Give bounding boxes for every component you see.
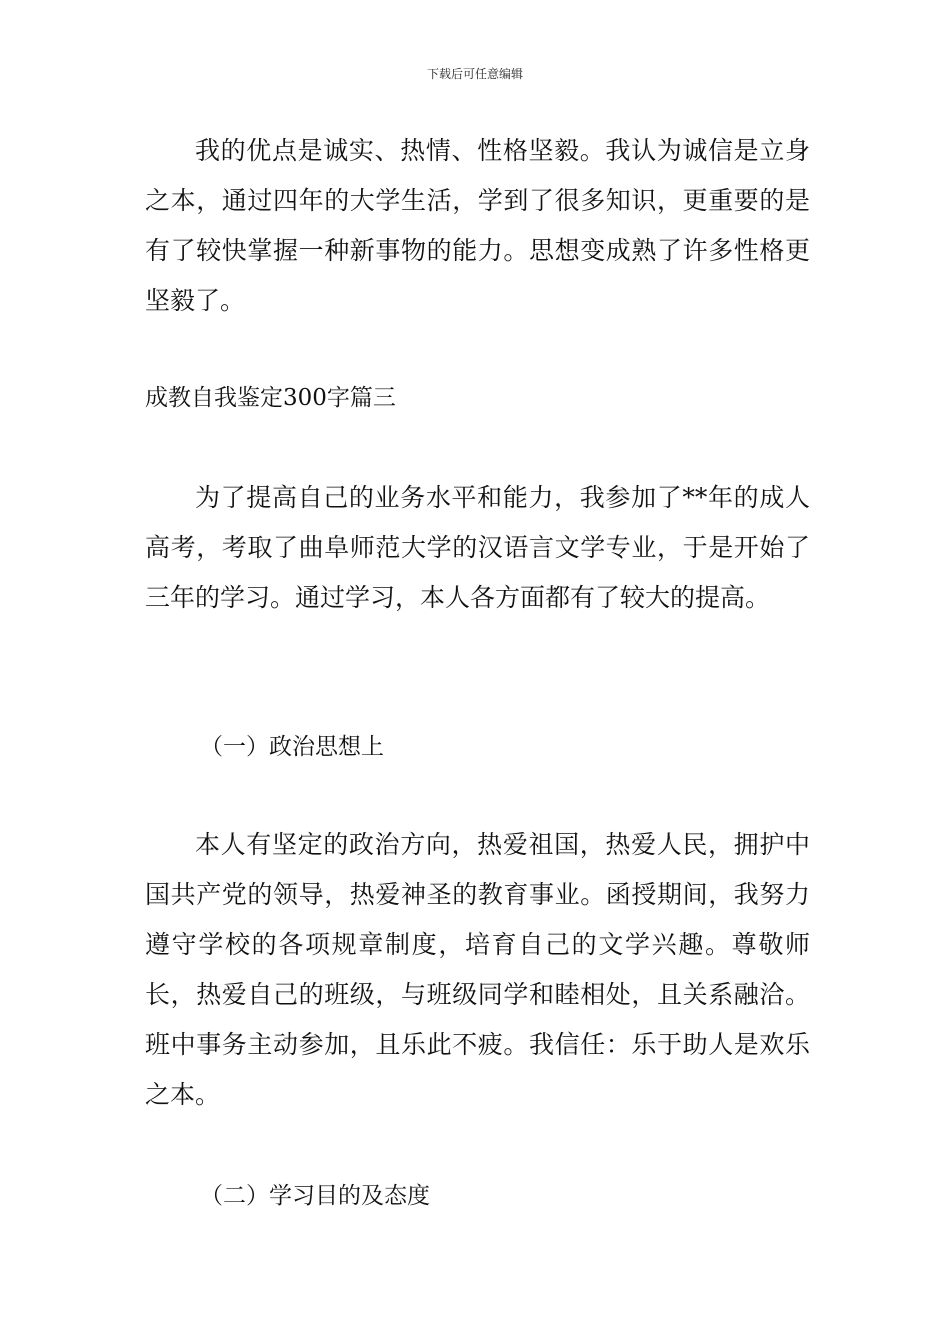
paragraph-strengths: 我的优点是诚实、热情、性格坚毅。我认为诚信是立身之本，通过四年的大学生活，学到了很多知识，更重要的是有了较快掌握一种新事物的能力。思想变成熟了许多性格更坚毅了。: [145, 136, 810, 315]
subheading-study-goals: （二）学习目的及态度: [200, 1183, 430, 1209]
subheading-political: （一）政治思想上: [200, 734, 384, 760]
paragraph-study-intro: 为了提高自己的业务水平和能力，我参加了**年的成人高考，考取了曲阜师范大学的汉语言文学专业，于是开始了三年的学习。通过学习，本人各方面都有了较大的提高。: [145, 483, 810, 612]
page-header-note: 下载后可任意编辑: [426, 67, 523, 81]
paragraph-political: 本人有坚定的政治方向，热爱祖国，热爱人民，拥护中国共产党的领导，热爱神圣的教育事业。函授期间，我努力遵守学校的各项规章制度，培育自己的文学兴趣。尊敬师长，热爱自己的班级，与班级同学和睦相处，且关系融洽。班中事务主动参加，且乐此不疲。我信任：乐于助人是欢乐之本。: [145, 830, 810, 1109]
section-title: 成教自我鉴定300字篇三: [145, 385, 396, 411]
